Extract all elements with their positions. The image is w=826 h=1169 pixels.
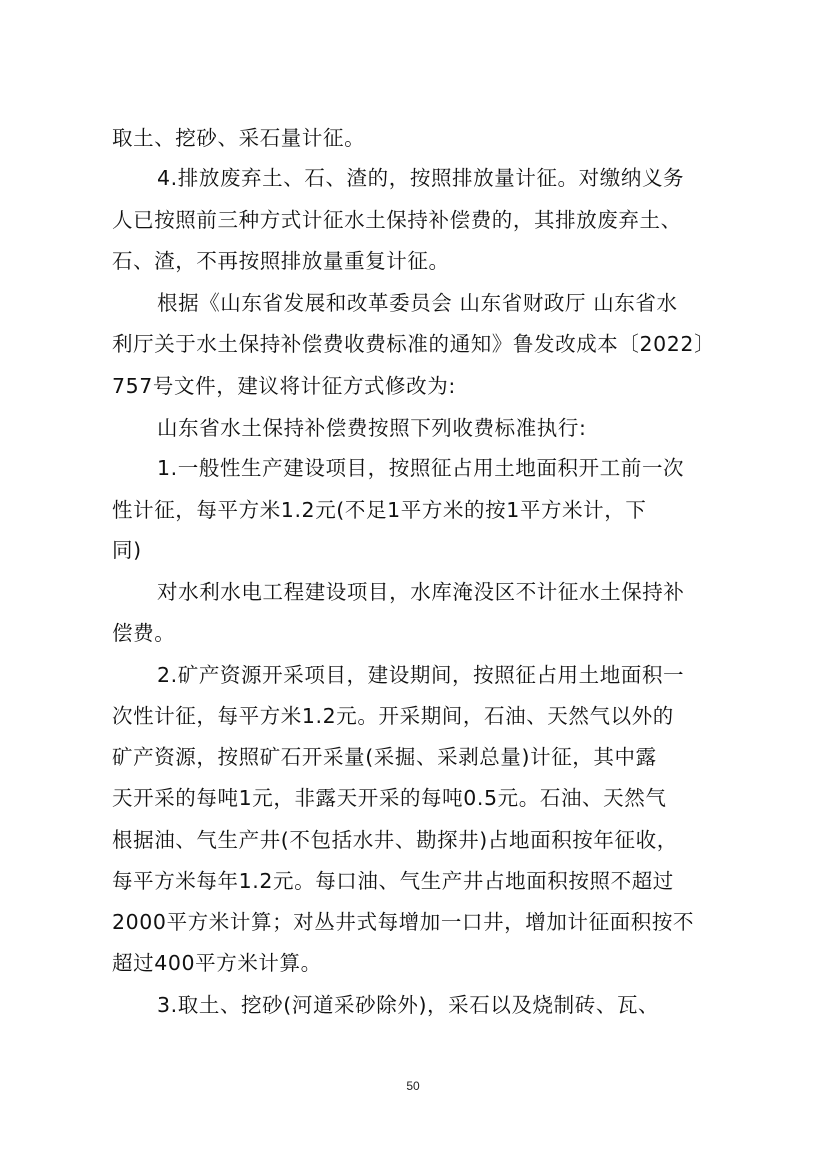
text-line-17: 天开采的每吨1元，非露天开采的每吨0.5元。石油、天然气 bbox=[112, 786, 667, 810]
text-line-4: 石、渣，不再按照排放量重复计征。 bbox=[112, 249, 450, 273]
text-line-22: 3.取土、挖砂(河道采砂除外)，采石以及烧制砖、瓦、 bbox=[157, 993, 660, 1017]
page-number: 50 bbox=[406, 1079, 420, 1093]
text-line-3: 人已按照前三种方式计征水土保持补偿费的，其排放废弃土、 bbox=[112, 208, 682, 232]
text-line-11: 同) bbox=[112, 538, 142, 562]
text-line-12: 对水利水电工程建设项目，水库淹没区不计征水土保持补 bbox=[157, 580, 685, 604]
text-line-7: 757号文件，建议将计征方式修改为: bbox=[112, 374, 456, 398]
text-line-10: 性计征，每平方米1.2元(不足1平方米的按1平方米计，下 bbox=[112, 498, 647, 522]
text-line-14: 2.矿产资源开采项目，建设期间，按照征占用土地面积一 bbox=[157, 663, 685, 687]
text-line-18: 根据油、气生产井(不包括水井、勘探井)占地面积按年征收， bbox=[112, 828, 678, 852]
text-line-6: 利厅关于水土保持补偿费收费标准的通知》鲁发改成本〔2022〕 bbox=[112, 332, 716, 356]
text-line-2: 4.排放废弃土、石、渣的，按照排放量计征。对缴纳义务 bbox=[157, 166, 685, 190]
text-line-13: 偿费。 bbox=[112, 621, 176, 645]
text-line-8: 山东省水土保持补偿费按照下列收费标准执行: bbox=[157, 416, 587, 440]
text-line-21: 超过400平方米计算。 bbox=[112, 951, 322, 975]
text-line-9: 1.一般性生产建设项目，按照征占用土地面积开工前一次 bbox=[157, 456, 685, 480]
text-line-20: 2000平方米计算；对丛井式每增加一口井，增加计征面积按不 bbox=[112, 910, 695, 934]
text-line-19: 每平方米每年1.2元。每口油、气生产井占地面积按照不超过 bbox=[112, 869, 674, 893]
text-line-15: 次性计征，每平方米1.2元。开采期间，石油、天然气以外的 bbox=[112, 704, 674, 728]
text-line-1: 取土、挖砂、采石量计征。 bbox=[112, 126, 366, 150]
text-line-16: 矿产资源，按照矿石开采量(采掘、采剥总量)计征，其中露 bbox=[112, 745, 657, 769]
text-line-5: 根据《山东省发展和改革委员会 山东省财政厅 山东省水 bbox=[157, 291, 678, 315]
